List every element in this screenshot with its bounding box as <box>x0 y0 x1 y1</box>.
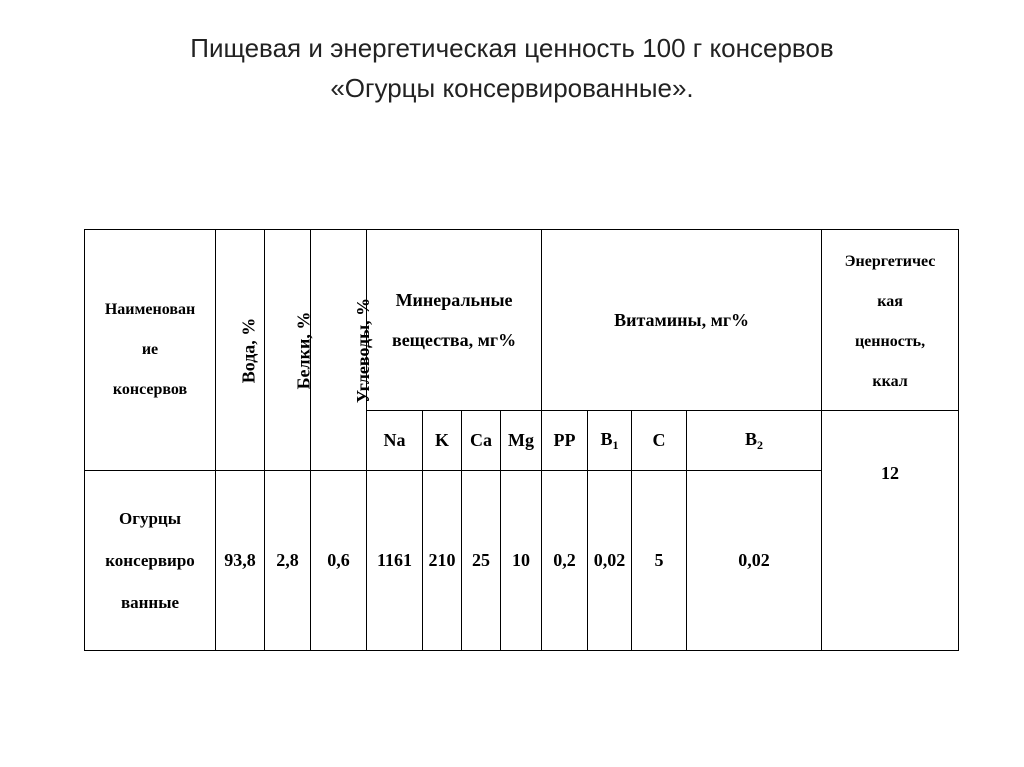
col-k: K <box>423 411 462 471</box>
header-energy-line-3: ценность, <box>854 333 926 350</box>
header-energy-line-4: ккал <box>872 373 908 390</box>
header-name <box>85 230 216 471</box>
header-protein <box>265 230 314 471</box>
col-na: Na <box>367 411 423 471</box>
header-energy-line-2: кая <box>877 293 903 310</box>
header-vitamins-label: Витамины, мг% <box>614 310 750 330</box>
cell-ca: 25 <box>462 471 501 651</box>
cell-c: 5 <box>632 471 687 651</box>
header-water <box>216 230 265 471</box>
col-b1 <box>588 411 632 471</box>
col-mg: Mg <box>501 411 542 471</box>
col-b1-base: B <box>600 428 613 449</box>
header-water-label: Вода, % <box>238 317 259 383</box>
cell-carbs: 0,6 <box>311 471 367 651</box>
col-ca: Ca <box>462 411 501 471</box>
col-b2 <box>687 411 822 471</box>
cell-pp: 0,2 <box>542 471 588 651</box>
col-b1-sub: 1 <box>612 437 619 452</box>
cell-b1: 0,02 <box>588 471 632 651</box>
header-energy-line-1: Энергетичес <box>844 253 936 270</box>
header-name-line-3: консервов <box>112 381 188 398</box>
header-name-line-1: Наименован <box>104 301 196 318</box>
product-name-line-3: ванные <box>120 592 180 612</box>
header-minerals-line-2: вещества, мг% <box>391 330 517 350</box>
col-c: C <box>632 411 687 471</box>
nutrition-table <box>84 229 959 651</box>
title-line-2: «Огурцы консервированные». <box>330 73 694 103</box>
header-row <box>85 230 959 411</box>
header-vitamins <box>542 230 822 411</box>
cell-energy: 12 <box>822 411 959 651</box>
cell-na: 1161 <box>367 471 423 651</box>
header-name-line-2: ие <box>141 341 159 358</box>
col-pp: PP <box>542 411 588 471</box>
cell-product-name <box>85 471 216 651</box>
header-protein-label: Белки, % <box>293 311 314 389</box>
col-b2-sub: 2 <box>757 437 764 452</box>
title-line-1: Пищевая и энергетическая ценность 100 г консервов <box>190 33 834 63</box>
slide-title <box>0 28 1024 108</box>
cell-mg: 10 <box>501 471 542 651</box>
header-minerals <box>367 230 542 411</box>
product-name-line-2: консервиро <box>105 550 195 570</box>
header-carbs <box>311 230 374 471</box>
col-b2-base: B <box>745 428 758 449</box>
cell-b2: 0,02 <box>687 471 822 651</box>
header-carbs-label: Углеводы, % <box>353 297 374 403</box>
cell-k: 210 <box>423 471 462 651</box>
product-name-line-1: Огурцы <box>119 508 181 528</box>
cell-water: 93,8 <box>216 471 265 651</box>
header-minerals-line-1: Минеральные <box>395 290 513 310</box>
header-energy <box>822 230 959 411</box>
cell-protein: 2,8 <box>265 471 311 651</box>
